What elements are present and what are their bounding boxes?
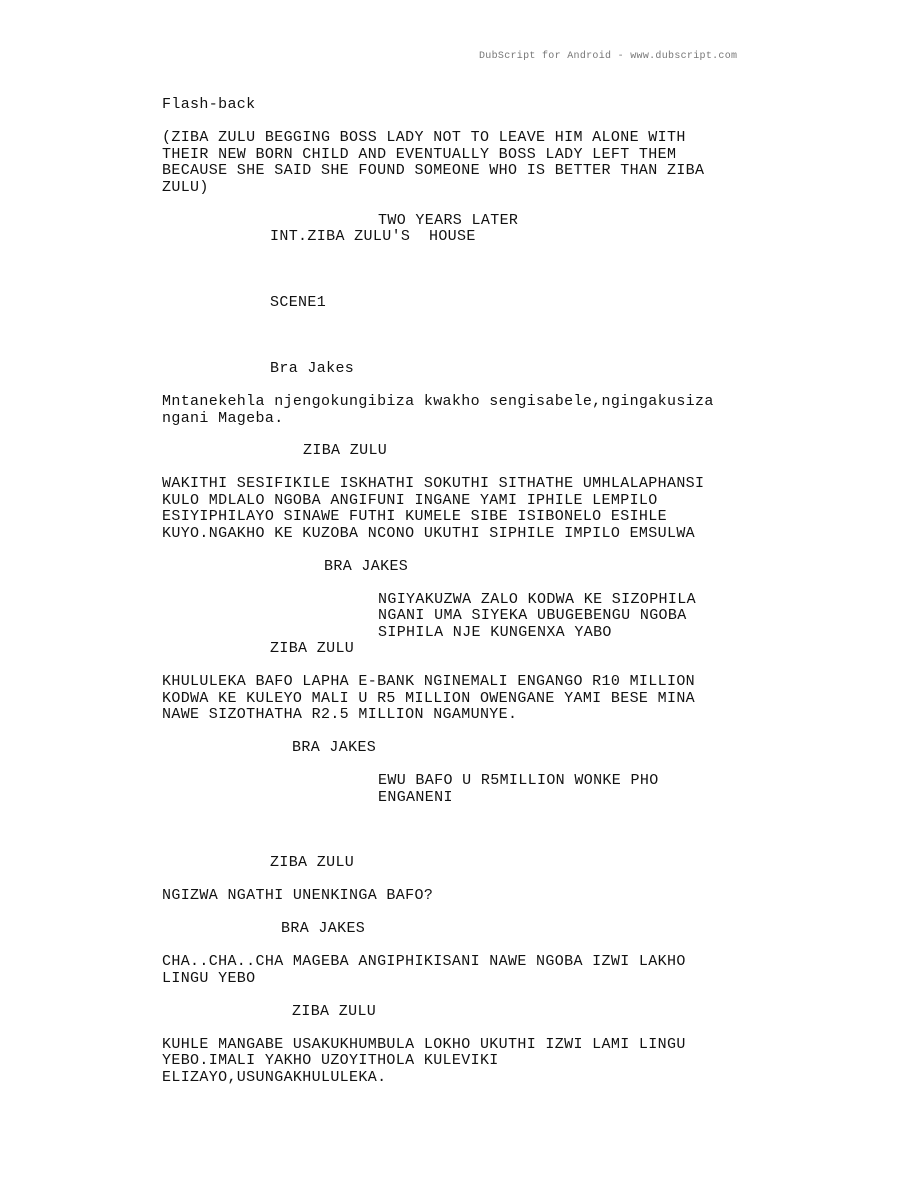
- dialogue-line: WAKITHI SESIFIKILE ISKHATHI SOKUTHI SITHATHE UMHLALAPHANSI: [162, 475, 705, 492]
- action-line: (ZIBA ZULU BEGGING BOSS LADY NOT TO LEAVE HIM ALONE WITH: [162, 129, 686, 146]
- character-name: ZIBA ZULU: [292, 1003, 377, 1020]
- character-name: BRA JAKES: [292, 739, 377, 756]
- dialogue-line: NGIZWA NGATHI UNENKINGA BAFO?: [162, 887, 434, 904]
- dialogue-line: Mntanekehla njengokungibiza kwakho sengisabele,ngingakusiza: [162, 393, 714, 410]
- dialogue-line: ELIZAYO,USUNGAKHULULEKA.: [162, 1069, 387, 1086]
- character-name: ZIBA ZULU: [270, 640, 355, 657]
- dialogue-line: EWU BAFO U R5MILLION WONKE PHO: [378, 772, 659, 789]
- dialogue-line: KUYO.NGAKHO KE KUZOBA NCONO UKUTHI SIPHILE IMPILO EMSULWA: [162, 525, 696, 542]
- dialogue-line: KODWA KE KULEYO MALI U R5 MILLION OWENGANE YAMI BESE MINA: [162, 690, 696, 707]
- action-line: ZULU): [162, 179, 209, 196]
- dialogue-line: KHULULEKA BAFO LAPHA E-BANK NGINEMALI ENGANGO R10 MILLION: [162, 673, 696, 690]
- dialogue-line: KUHLE MANGABE USAKUKHUMBULA LOKHO UKUTHI IZWI LAMI LINGU: [162, 1036, 686, 1053]
- action-line: BECAUSE SHE SAID SHE FOUND SOMEONE WHO IS BETTER THAN ZIBA: [162, 162, 705, 179]
- character-name: ZIBA ZULU: [270, 854, 355, 871]
- dialogue-line: SIPHILA NJE KUNGENXA YABO: [378, 624, 612, 641]
- scene-number: SCENE1: [270, 294, 327, 311]
- dialogue-line: NAWE SIZOTHATHA R2.5 MILLION NGAMUNYE.: [162, 706, 518, 723]
- dialogue-line: LINGU YEBO: [162, 970, 256, 987]
- scene-heading: INT.ZIBA ZULU'S HOUSE: [270, 228, 476, 245]
- dialogue-line: ENGANENI: [378, 789, 453, 806]
- character-name: BRA JAKES: [281, 920, 366, 937]
- character-name: ZIBA ZULU: [303, 442, 388, 459]
- character-name: BRA JAKES: [324, 558, 409, 575]
- transition: TWO YEARS LATER: [378, 212, 519, 229]
- character-name: Bra Jakes: [270, 360, 355, 377]
- action-line: THEIR NEW BORN CHILD AND EVENTUALLY BOSS LADY LEFT THEM: [162, 146, 677, 163]
- dialogue-line: NGANI UMA SIYEKA UBUGEBENGU NGOBA: [378, 607, 687, 624]
- dialogue-line: ESIYIPHILAYO SINAWE FUTHI KUMELE SIBE ISIBONELO ESIHLE: [162, 508, 667, 525]
- dialogue-line: YEBO.IMALI YAKHO UZOYITHOLA KULEVIKI: [162, 1052, 499, 1069]
- dialogue-line: NGIYAKUZWA ZALO KODWA KE SIZOPHILA: [378, 591, 696, 608]
- flashback-label: Flash-back: [162, 96, 256, 113]
- app-credit-header: DubScript for Android - www.dubscript.com: [479, 51, 738, 62]
- dialogue-line: KULO MDLALO NGOBA ANGIFUNI INGANE YAMI IPHILE LEMPILO: [162, 492, 658, 509]
- dialogue-line: CHA..CHA..CHA MAGEBA ANGIPHIKISANI NAWE NGOBA IZWI LAKHO: [162, 953, 686, 970]
- dialogue-line: ngani Mageba.: [162, 410, 284, 427]
